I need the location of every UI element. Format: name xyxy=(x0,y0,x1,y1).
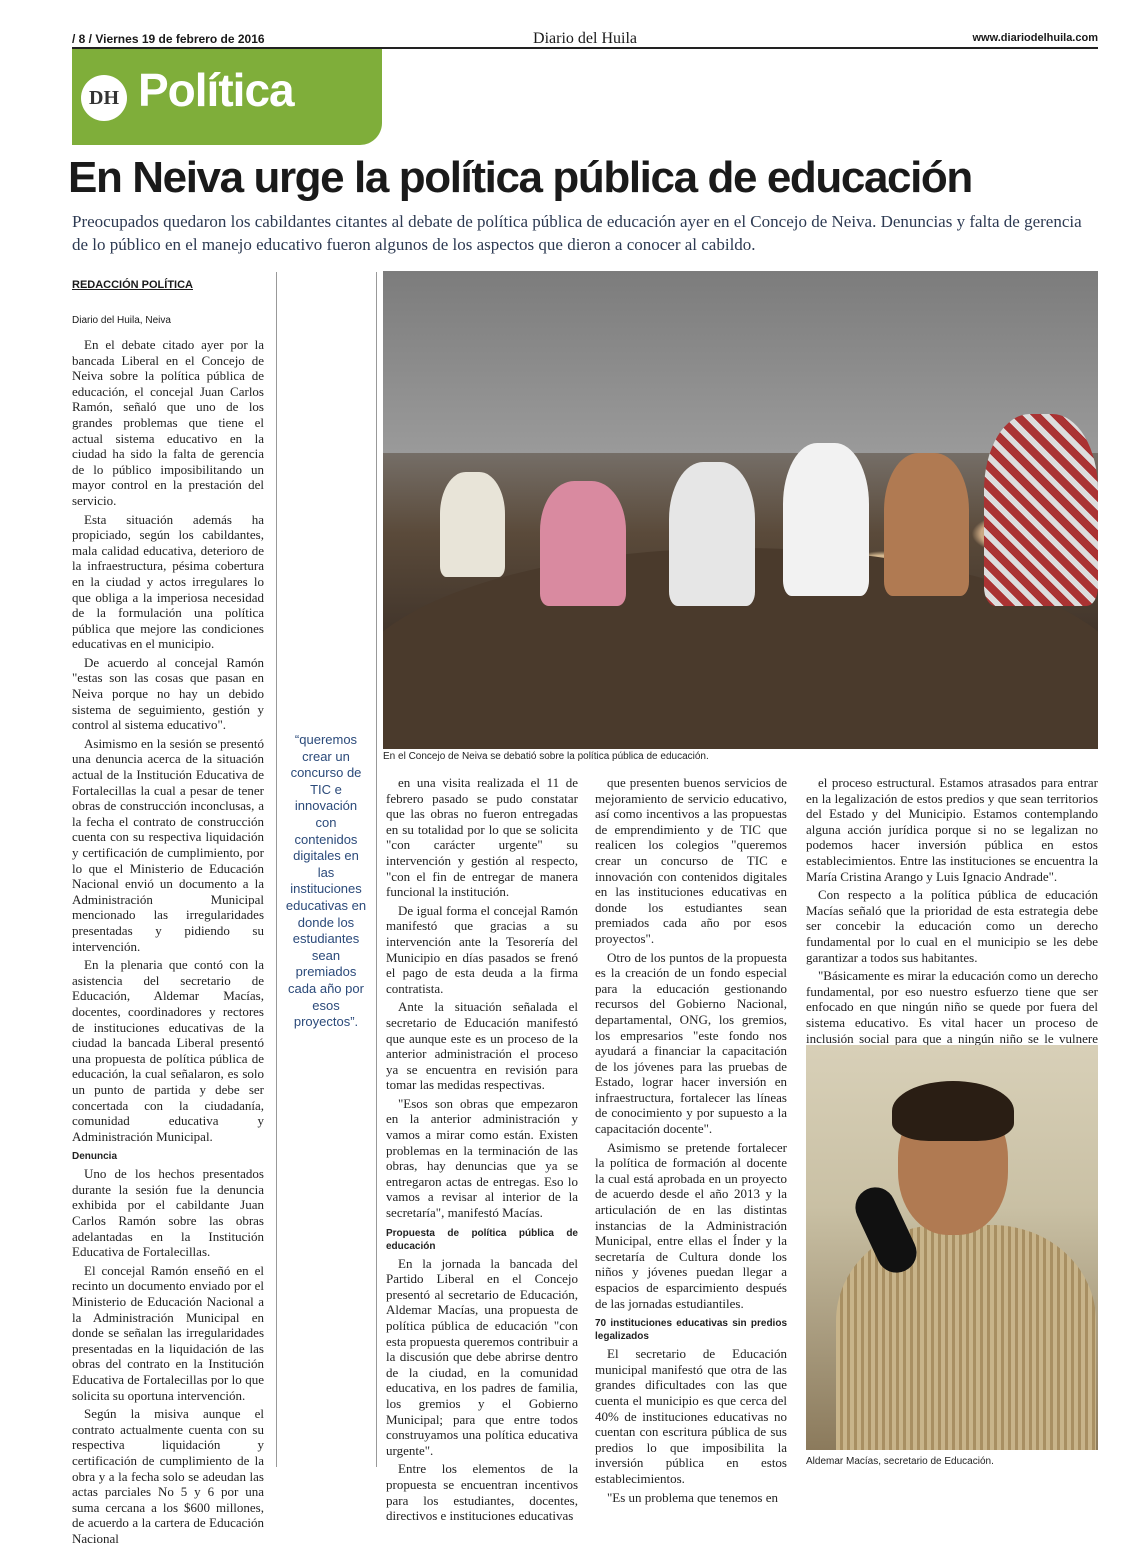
photo-caption: En el Concejo de Neiva se debatió sobre la política pública de educación. xyxy=(383,751,709,762)
paragraph: Otro de los puntos de la propuesta es la creación de un fondo especial para la educación gestionando recursos del Gobierno Nacional, departamental, ONG, los gremios, los empresarios "este fondo nos ayudará a financiar la capacitación de los jóvenes para las pruebas de Estado, lograr hacer inversión en infraestructura, fortalecer las líneas de conocimiento y por supuesto a la capacitación docente". xyxy=(595,949,787,1137)
article-column-4 xyxy=(595,775,787,1508)
secretary-portrait-photo xyxy=(806,1045,1098,1450)
paragraph: En la plenaria que contó con la asistencia del secretario de Educación, Aldemar Macías, docentes, coordinadores y rectores de instituciones educativas de la ciudad la bancada Liberal presentó una propuesta de política pública de educación, la cual señalaron, es solo un punto de partida y debe ser concertada con la ciudadanía, comunidad educativa y Administración Municipal. xyxy=(72,957,264,1144)
paragraph: que presenten buenos servicios de mejoramiento de servicio educativo, así como incentivos a las propuestas de emprendimiento y de TIC que realicen los colegios "queremos crear un concurso de TIC e innovación con contenidos digitales en las instituciones educativas en donde los estudiantes sean premiados cada año por esos proyectos". xyxy=(595,775,787,946)
paragraph: El concejal Ramón enseñó en el recinto un documento enviado por el Ministerio de Educación Nacional a la Administración Municipal en donde se señalan las irregularidades presentadas en la liquidación de las obras del contrato en la Institución Educativa de Fortalecillas por lo que solicita su oportuna intervención. xyxy=(72,1262,264,1403)
pull-quote: “queremos crear un concurso de TIC e innovación con contenidos digitales en las instituciones educativas en donde los estudiantes sean premiados cada año por esos proyectos”. xyxy=(285,732,367,1030)
paragraph: Según la misiva aunque el contrato actualmente cuenta con su respectiva liquidación y certificación de cumplimiento de la obra y a la fecha solo se adeudan las actas parciales No 5 y 6 por una suma cercana a los $600 millones, de acuerdo a la cartera de Educación Nacional xyxy=(72,1406,264,1546)
paragraph: Asimismo se pretende fortalecer la política de formación al docente la cual está aprobada en un proyecto de acuerdo desde el año 2013 y la articulación de en las distintas instancias de la Administración Municipal, entre ellas el Índer y la secretaría de Cultura donde los niños y jóvenes puedan llegar a espacios de esparcimiento después de las jornadas estudiantiles. xyxy=(595,1139,787,1311)
paragraph: De acuerdo al concejal Ramón "estas son las cosas que pasan en Neiva porque no hay un debido sistema de seguimiento, gestión y control al sistema educativo". xyxy=(72,654,264,733)
subheading-propuesta: Propuesta de política pública de educación xyxy=(386,1227,578,1252)
section-banner xyxy=(72,49,382,145)
column-divider xyxy=(376,272,377,1467)
dateline: Diario del Huila, Neiva xyxy=(72,315,171,326)
paragraph: el proceso estructural. Estamos atrasados para entrar en la legalización de estos predios y que sean territorios del Estado y del Municipio. Estamos contemplando alguna acción jurídica porque si no se legalizan no podemos hacer inversión pública en estos establecimientos. Entre las instituciones se encuentra la María Cristina Arango y Luis Ignacio Andrade". xyxy=(806,775,1098,884)
paragraph: De igual forma el concejal Ramón manifestó que gracias a su intervención ante la Tesorería del Municipio en días pasados se frenó el pago de esta deuda a la firma contratista. xyxy=(386,902,578,996)
paragraph: En el debate citado ayer por la bancada Liberal en el Concejo de Neiva sobre la política pública de educación, el concejal Juan Carlos Ramón, señaló que uno de los grandes problemas que tiene el actual sistema educativo en la ciudad ha sido la falta de gerencia de lo público imposibilitando un mayor control en la prestación del servicio. xyxy=(72,337,264,508)
byline: REDACCIÓN POLÍTICA xyxy=(72,279,193,291)
article-column-5 xyxy=(806,775,1098,1065)
paragraph: Ante la situación señalada el secretario de Educación manifestó que aunque este es un proceso de la anterior administración el proceso ya se encuentra en revisión para tomar las medidas respectivas. xyxy=(386,999,578,1093)
article-column-1 xyxy=(72,337,264,1550)
council-session-photo xyxy=(383,271,1098,749)
dh-logo: DH xyxy=(81,75,127,121)
section-name: Política xyxy=(138,64,294,116)
newspaper-brand: Diario del Huila xyxy=(533,30,637,47)
article-column-3 xyxy=(386,775,578,1527)
paragraph: Uno de los hechos presentados durante la sesión fue la denuncia exhibida por el cabildante Juan Carlos Ramón sobre las obras adelantadas en la Institución Educativa de Fortalecillas. xyxy=(72,1166,264,1260)
subheading-denuncia: Denuncia xyxy=(72,1151,118,1163)
paragraph: Asimismo en la sesión se presentó una denuncia acerca de la situación actual de la Institución Educativa de Fortalecillas la cual a pesar de tener obras de construcción inconclusas, a la fecha el contrato de construcción cuenta con su respectiva liquidación y certificación de cumplimiento, por lo que el Ministerio de Educación Nacional envió un documento a la Administración Municipal mencionado las irregularidades presentadas y pidiendo su intervención. xyxy=(72,735,264,954)
paragraph: En la jornada la bancada del Partido Liberal en el Concejo presentó al secretario de Educación, Aldemar Macías, una propuesta de política pública de educación "con esta propuesta queremos contribuir a la discusión que debe abrirse dentro de la ciudad, en la comunidad educativa, en los padres de familia, los gremios y el Gobierno Municipal; para que entre todos construyamos una política educativa urgente". xyxy=(386,1255,578,1458)
paragraph: en una visita realizada el 11 de febrero pasado se pudo constatar que las obras no fueron entregadas en su totalidad por lo que se solicita "con carácter urgente" su intervención y gestión al respecto, "con el fin de entregar de manera funcional la institución. xyxy=(386,775,578,900)
headline: En Neiva urge la política pública de educación xyxy=(68,153,972,202)
newspaper-url[interactable]: www.diariodelhuila.com xyxy=(972,32,1098,44)
lead-paragraph: Preocupados quedaron los cabildantes citantes al debate de política pública de educación ayer en el Concejo de Neiva. Denuncias y falta de gerencia de lo público en el manejo educativo fueron algunos de los aspectos que dieron a conocer al cabildo. xyxy=(72,212,1082,254)
paragraph: "Es un problema que tenemos en xyxy=(607,1489,779,1505)
paragraph: "Básicamente es mirar la educación como un derecho fundamental, por eso nuestro esfuerzo tiene que ser enfocado en que ningún niño se quede por fuera del sistema educativo. Es vital hacer un proceso de inclusión social para que a ningún niño se le vulnere xyxy=(806,968,1098,1046)
column-divider xyxy=(276,272,277,1467)
paragraph: "Esos son obras que empezaron en la anterior administración y vamos a mirar como están. Existen problemas en la terminación de las obras, hay denuncias que ya se entregaron actas de entregas. Eso lo vamos a revisar al interior de la secretaría", manifestó Macías. xyxy=(386,1095,578,1221)
paragraph: Esta situación además ha propiciado, según los cabildantes, mala calidad educativa, deterioro de la infraestructura, pésima cobertura en la ciudad y actos irregulares lo que obliga a la imperiosa necesidad de la formulación una política pública que mejore las condiciones educativas en el municipio. xyxy=(72,511,264,652)
paragraph: El secretario de Educación municipal manifestó que otra de las grandes dificultades con las que cuenta el municipio es que cerca del 40% de instituciones educativas no cuentan con escritura pública de sus predios lo que imposibilita la inversión pública en estos establecimientos. xyxy=(595,1346,787,1486)
paragraph: Entre los elementos de la propuesta se encuentran incentivos para los estudiantes, docentes, directivos e instituciones educativas xyxy=(386,1461,578,1524)
photo-caption: Aldemar Macías, secretario de Educación. xyxy=(806,1456,994,1467)
subheading-predios: 70 instituciones educativas sin predios legalizados xyxy=(595,1318,787,1343)
page-date: / 8 / Viernes 19 de febrero de 2016 xyxy=(72,32,265,46)
paragraph: Con respecto a la política pública de educación Macías señaló que la prioridad de esta estrategia debe ser concebir la educación como un derecho fundamental por lo cual en el municipio se les debe garantizar a todos sus habitantes. xyxy=(806,887,1098,965)
